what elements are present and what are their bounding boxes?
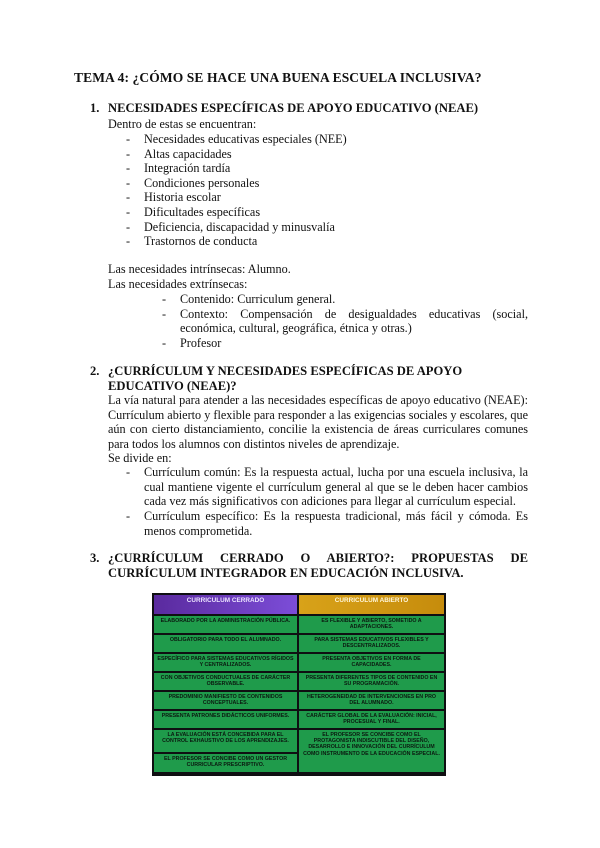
section-2-heading: [90, 364, 528, 394]
header-closed-curriculum: CURRICULUM CERRADO: [154, 595, 297, 614]
section-3-heading: [90, 551, 528, 581]
table-cell: ES FLEXIBLE Y ABIERTO, SOMETIDO A ADAPTACIONES.: [299, 616, 444, 633]
list-item: - Contexto: Compensación de desigualdades educativas (social, económica, cultural, geográfica, étnica y otras.): [162, 306, 528, 336]
section-2-title: ¿CURRÍCULUM Y NECESIDADES ESPECÍFICAS DE APOYO EDUCATIVO (NEAE)?: [108, 364, 463, 393]
page-title: TEMA 4: ¿CÓMO SE HACE UNA BUENA ESCUELA INCLUSIVA?: [74, 70, 482, 85]
table-cell: PRESENTA PATRONES DIDÁCTICOS UNIFORMES.: [154, 711, 297, 728]
list-item: - Condiciones personales: [126, 175, 260, 190]
list-item: - Dificultades específicas: [126, 205, 261, 219]
list-item: - Altas capacidades: [126, 146, 232, 161]
extrinsic-needs: Las necesidades extrínsecas:: [108, 277, 248, 291]
table-cell: HETEROGENEIDAD DE INTERVENCIONES EN PRO DEL ALUMNADO.: [299, 692, 444, 709]
table-cell: OBLIGATORIO PARA TODO EL ALUMNADO.: [154, 635, 297, 652]
curriculum-comparison-table: [152, 593, 446, 776]
list-item: - Deficiencia, discapacidad y minusvalía: [126, 219, 335, 234]
list-item: - Necesidades educativas especiales (NEE): [126, 132, 347, 146]
section-1-number: 1.: [90, 101, 100, 115]
list-item: - Contenido: Curriculum general.: [162, 292, 336, 306]
section-1-intro: Dentro de estas se encuentran:: [108, 117, 257, 131]
header-open-curriculum: CURRICULUM ABIERTO: [299, 595, 444, 614]
table-cell: EL PROFESOR SE CONCIBE COMO EL PROTAGONISTA INDISCUTIBLE DEL DISEÑO, DESARROLLO E INNOVACIÓN DEL CURRÍCULUM COMO INSTRUMENTO DE LA EDUCACIÓN ESPECIAL.: [299, 730, 444, 772]
section-1-heading: [90, 101, 528, 116]
section-2-number: 2.: [90, 364, 100, 378]
section-2-divide: Se divide en:: [108, 451, 172, 465]
section-3-title: ¿CURRÍCULUM CERRADO O ABIERTO?: PROPUESTAS DE CURRÍCULUM INTEGRADOR EN EDUCACIÓN INCLUSIVA.: [108, 551, 528, 580]
list-item: - Currículum común: Es la respuesta actual, lucha por una escuela inclusiva, la cual mantiene vigente el currículum general al que se le deben hacer cambios cada vez más significativos con adiciones para llegar al currículum especial.: [126, 465, 528, 509]
section-2-paragraph: La vía natural para atender a las necesidades específicas de apoyo educativo (NEAE): Currículum abierto y flexible para responder a las exigencias sociales y escolares, que aún con cierto distanciamiento, concilie la existencia de áreas curriculares comunes para todos los alumnos con distintos niveles de aprendizaje.: [108, 393, 528, 451]
table-cell: ELABORADO POR LA ADMINISTRACIÓN PÚBLICA.: [154, 616, 297, 633]
table-cell: ESPECÍFICO PARA SISTEMAS EDUCATIVOS RÍGIDOS Y CENTRALIZADOS.: [154, 654, 297, 671]
table-cell: PRESENTA OBJETIVOS EN FORMA DE CAPACIDADES.: [299, 654, 444, 671]
list-item: - Historia escolar: [126, 190, 221, 205]
table-cell: PRESENTA DIFERENTES TIPOS DE CONTENIDO EN SU PROGRAMACIÓN.: [299, 673, 444, 690]
intrinsic-needs: Las necesidades intrínsecas: Alumno.: [108, 262, 291, 276]
section-1-title: NECESIDADES ESPECÍFICAS DE APOYO EDUCATIVO (NEAE): [108, 101, 479, 115]
table-cell: CON OBJETIVOS CONDUCTUALES DE CARÁCTER OBSERVABLE.: [154, 673, 297, 690]
table-cell: EL PROFESOR SE CONCIBE COMO UN GESTOR CURRICULAR PRESCRIPTIVO.: [154, 754, 297, 772]
table-cell: LA EVALUACIÓN ESTÁ CONCEBIDA PARA EL CONTROL EXHAUSTIVO DE LOS APRENDIZAJES.: [154, 730, 297, 752]
list-item: - Currículum específico: Es la respuesta tradicional, más fácil y cómoda. Es menos comprometida.: [126, 509, 528, 538]
table-cell: PARA SISTEMAS EDUCATIVOS FLEXIBLES Y DESCENTRALIZADOS.: [299, 635, 444, 652]
list-item: - Integración tardía: [126, 161, 231, 176]
table-cell: PREDOMINIO MANIFIESTO DE CONTENIDOS CONCEPTUALES.: [154, 692, 297, 709]
list-item: - Trastornos de conducta: [126, 234, 258, 249]
section-3-number: 3.: [90, 551, 100, 565]
table-cell: CARÁCTER GLOBAL DE LA EVALUACIÓN: INICIAL, PROCESUAL Y FINAL.: [299, 711, 444, 728]
list-item: - Profesor: [162, 336, 222, 350]
